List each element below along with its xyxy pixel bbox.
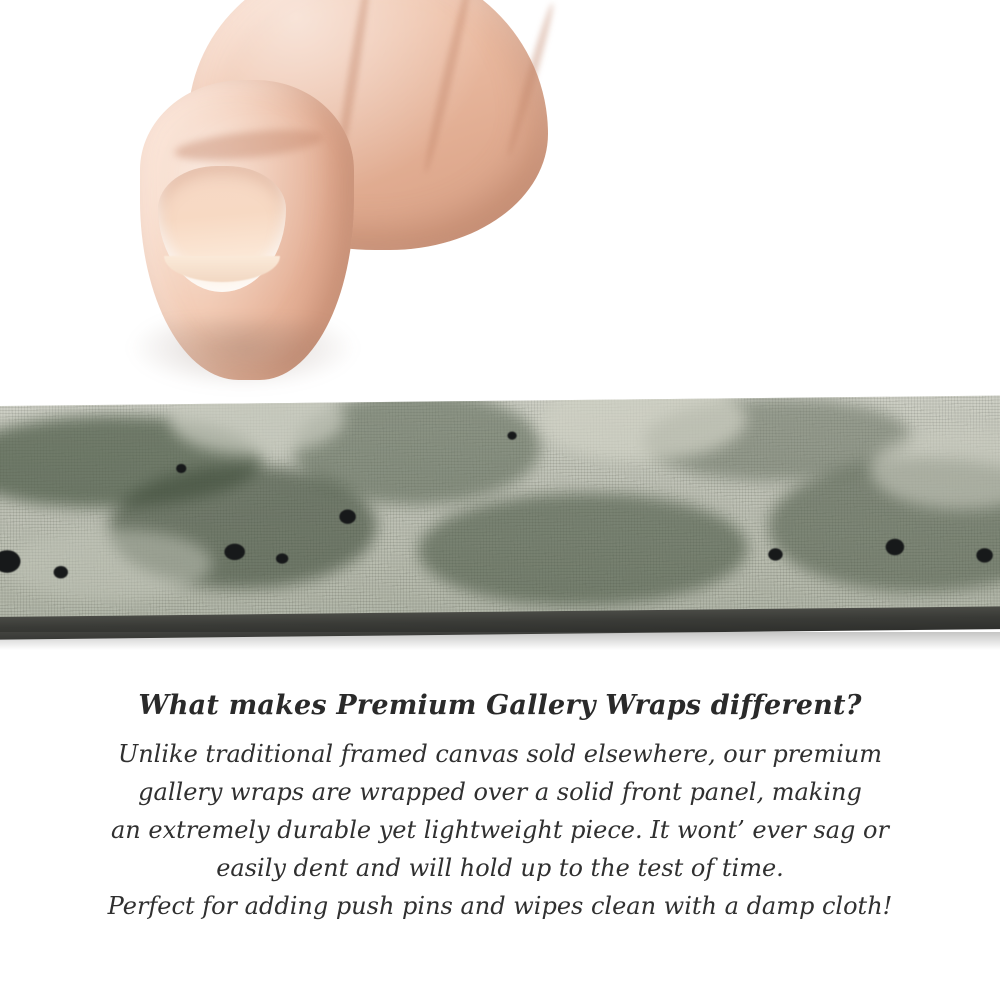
canvas-wrap-edge [0,395,1000,627]
caption-block [0,690,1000,925]
canvas-speck [176,464,186,473]
canvas-speck [276,553,288,563]
canvas-speck [339,509,356,524]
canvas-speck [768,548,783,561]
canvas-speck [54,566,69,579]
drop-shadow [0,632,1000,650]
canvas-speck [976,548,993,563]
caption-line: an extremely durable yet lightweight piece. It wont’ ever sag or [111,816,889,844]
finger-separation-line [504,2,557,158]
canvas-texture-highlight [6,527,213,601]
caption-line: gallery wraps are wrapped over a solid front panel, making [138,778,862,806]
canvas-texture-splotch [417,491,748,608]
caption-line: Perfect for adding push pins and wipes clean with a damp cloth! [107,892,893,920]
knuckle-crease [173,124,325,166]
caption-line: Unlike traditional framed canvas sold elsewhere, our premium [117,740,882,768]
canvas-speck [507,431,516,439]
caption-line: easily dent and will hold up to the test of time. [216,854,784,882]
finger-separation-line [421,0,476,175]
hand-illustration [118,0,548,430]
finger-contact-shadow [128,320,358,390]
canvas-speck [886,539,905,556]
caption-title: What makes Premium Gallery Wraps different? [138,690,862,721]
